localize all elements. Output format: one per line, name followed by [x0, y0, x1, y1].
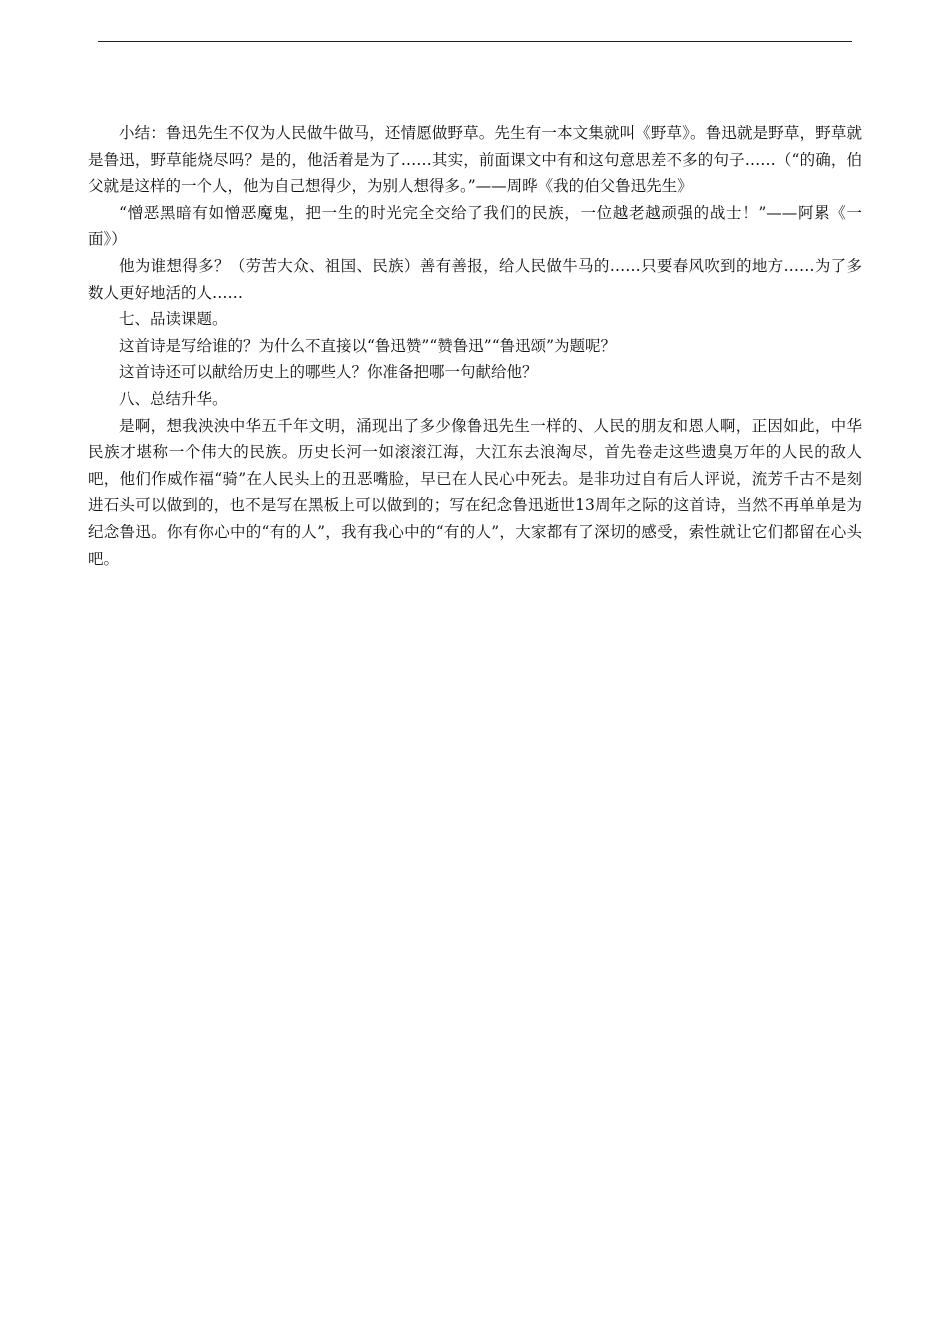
header-rule: [98, 41, 852, 42]
paragraph-summary: 小结：鲁迅先生不仅为人民做牛做马，还情愿做野草。先生有一本文集就叫《野草》。鲁迅就是野草，野草就是鲁迅，野草能烧尽吗？是的，他活着是为了……其实，前面课文中有和这句意思差不多的句子……（“的确，伯父就是这样的一个人，他为自己想得少，为别人想得多。”——周晔《我的伯父鲁迅先生》: [88, 124, 862, 196]
paragraph-question-who: 他为谁想得多？（劳苦大众、祖国、民族）善有善报，给人民做牛马的……只要春风吹到的地方……为了多数人更好地活的人……: [88, 256, 862, 302]
paragraph-conclusion: 是啊，想我泱泱中华五千年文明，涌现出了多少像鲁迅先生一样的、人民的朋友和恩人啊，正因如此，中华民族才堪称一个伟大的民族。历史长河一如滚滚江海，大江东去浪淘尽，首先卷走这些遗臭万年的人民的敌人吧，他们作威作福“骑”在人民头上的丑恶嘴脸，早已在人民心中死去。是非功过自有后人评说，流芳千古不是刻进石头可以做到的，也不是写在黑板上可以做到的；写在纪念鲁迅逝世13周年之际的这首诗，当然不再单单是为纪念鲁迅。你有你心中的“有的人”，我有我心中的“有的人”，大家都有了深切的感受，索性就让它们都留在心头吧。: [88, 416, 862, 568]
section-heading-8: 八、总结升华。: [119, 389, 228, 408]
paragraph-quote-a-lei: “憎恶黑暗有如憎恶魔鬼，把一生的时光完全交给了我们的民族，一位越老越顽强的战士！”——阿累《一面》）: [88, 203, 862, 249]
section-heading-7: 七、品读课题。: [119, 310, 228, 329]
document-body: [88, 120, 862, 572]
paragraph-title-question: 这首诗是写给谁的？为什么不直接以“鲁迅赞”“赞鲁迅”“鲁迅颂”为题呢？: [119, 336, 617, 355]
paragraph-dedication-question: 这首诗还可以献给历史上的哪些人？你准备把哪一句献给他？: [119, 363, 538, 382]
